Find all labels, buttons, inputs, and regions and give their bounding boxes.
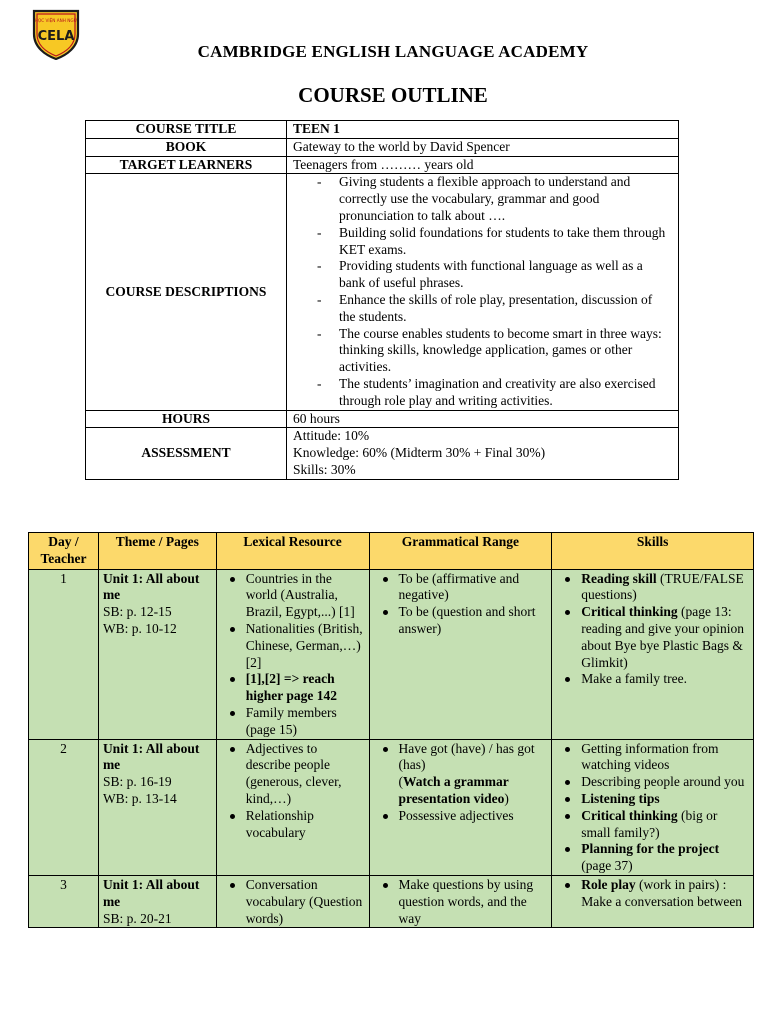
lexical-item: Countries in the world (Australia, Brazil, Egypt,...) [1] xyxy=(221,571,365,621)
description-item: - The course enables students to become smart in three ways: thinking skills, knowledge application, games or other activities. xyxy=(293,326,672,376)
header-skills: Skills xyxy=(552,533,754,570)
skill-item xyxy=(556,774,749,791)
description-item: - Enhance the skills of role play, presentation, discussion of the students. xyxy=(293,292,672,326)
info-row-learners xyxy=(86,156,679,174)
grammar-item: To be (question and short answer) xyxy=(374,604,548,638)
lexical-item: Nationalities (British, Chinese, German,…) [2] xyxy=(221,621,365,671)
skill-item xyxy=(556,791,749,808)
hours-label: HOURS xyxy=(86,410,287,428)
grammar-list xyxy=(374,571,548,638)
theme-cell xyxy=(98,739,216,875)
skill-item xyxy=(556,841,749,875)
lexical-item: Conversation vocabulary (Question words) xyxy=(221,877,365,927)
skill-item xyxy=(556,808,749,842)
grammar-list xyxy=(374,741,548,775)
schedule-header-row xyxy=(29,533,754,570)
pages-sb: SB: p. 12-15 xyxy=(102,604,172,620)
hours-value: 60 hours xyxy=(287,410,679,428)
course-title-value: TEEN 1 xyxy=(287,121,679,139)
skill-text: Make a family tree. xyxy=(581,671,687,687)
skills-cell xyxy=(552,569,754,739)
header-day: Day / Teacher xyxy=(29,533,99,570)
logo-name: CELA xyxy=(37,29,75,44)
skill-text: (page 37) xyxy=(581,858,633,874)
grammar-cell xyxy=(369,569,552,739)
theme-cell xyxy=(98,875,216,927)
schedule-row xyxy=(29,739,754,875)
skills-list xyxy=(556,877,749,911)
book-value: Gateway to the world by David Spencer xyxy=(287,138,679,156)
unit-title: Unit 1: All about me xyxy=(102,740,200,773)
unit-title: Unit 1: All about me xyxy=(102,570,200,603)
grammar-cell xyxy=(369,875,552,927)
assessment-label: ASSESSMENT xyxy=(86,428,287,479)
assessment-cell xyxy=(287,428,679,479)
schedule-table xyxy=(28,532,754,928)
info-row-assessment xyxy=(86,428,679,479)
assessment-knowledge: Knowledge: 60% (Midterm 30% + Final 30%) xyxy=(293,445,546,461)
skills-list xyxy=(556,571,749,689)
description-item: - The students’ imagination and creativity are also exercised through role play and writing activities. xyxy=(293,376,672,410)
skill-bold: Critical thinking xyxy=(581,807,678,823)
assessment-attitude: Attitude: 10% xyxy=(293,428,370,444)
skills-list xyxy=(556,741,749,875)
pages-sb: SB: p. 16-19 xyxy=(102,774,172,790)
skill-bold: Planning for the project xyxy=(581,841,720,857)
grammar-item: Make questions by using question words, and the way xyxy=(374,877,548,927)
lexical-cell xyxy=(216,739,369,875)
info-row-book xyxy=(86,138,679,156)
assessment-skills: Skills: 30% xyxy=(293,461,356,477)
info-row-title xyxy=(86,121,679,139)
description-item: - Providing students with functional language as well as a bank of useful phrases. xyxy=(293,258,672,292)
skill-bold: Reading skill xyxy=(581,570,657,586)
lexical-item: [1],[2] => reach higher page 142 xyxy=(221,671,365,705)
skill-text: (TRUE/FALSE questions) xyxy=(581,570,744,603)
day-number: 1 xyxy=(29,569,99,739)
pages-sb: SB: p. 20-21 xyxy=(102,910,172,926)
skill-text: (work in pairs) : Make a conversation between xyxy=(581,876,743,909)
lexical-item: Family members (page 15) xyxy=(221,705,365,739)
skills-cell xyxy=(552,739,754,875)
day-number: 2 xyxy=(29,739,99,875)
grammar-note-bold: Watch a grammar presentation video xyxy=(398,774,509,806)
skill-bold: Role play xyxy=(581,876,636,892)
skill-text: (page 13: reading and give your opinion about Bye bye Plastic Bags & Glimkit) xyxy=(581,604,744,670)
skill-item xyxy=(556,741,749,775)
logo-tagline: HỌC VIỆN ANH NGỮ xyxy=(34,18,78,23)
header-grammar: Grammatical Range xyxy=(369,533,552,570)
learners-value: Teenagers from ……… years old xyxy=(287,156,679,174)
lexical-list xyxy=(221,877,365,927)
grammar-list xyxy=(374,808,548,825)
skill-item xyxy=(556,671,749,688)
academy-name: CAMBRIDGE ENGLISH LANGUAGE ACADEMY xyxy=(197,42,589,61)
schedule-row xyxy=(29,569,754,739)
day-number: 3 xyxy=(29,875,99,927)
grammar-note xyxy=(374,774,548,808)
skill-text: Getting information from watching videos xyxy=(581,740,719,773)
course-info-table xyxy=(85,120,679,480)
header-lexical: Lexical Resource xyxy=(216,533,369,570)
book-label: BOOK xyxy=(86,138,287,156)
skill-bold: Listening tips xyxy=(581,790,660,806)
header-theme: Theme / Pages xyxy=(98,533,216,570)
grammar-list xyxy=(374,877,548,927)
unit-title: Unit 1: All about me xyxy=(102,876,200,909)
info-row-descriptions xyxy=(86,174,679,410)
pages-wb: WB: p. 13-14 xyxy=(102,790,177,806)
skill-item xyxy=(556,571,749,605)
skill-item xyxy=(556,604,749,671)
theme-cell xyxy=(98,569,216,739)
description-item: - Building solid foundations for students to take them through KET exams. xyxy=(293,225,672,259)
grammar-note-close: ) xyxy=(504,790,509,806)
lexical-list xyxy=(221,741,365,842)
grammar-cell xyxy=(369,739,552,875)
skill-text: (big or small family?) xyxy=(581,807,718,840)
descriptions-cell xyxy=(287,174,679,410)
lexical-item: Adjectives to describe people (generous, clever, kind,…) xyxy=(221,741,365,808)
skill-text: Describing people around you xyxy=(581,774,745,790)
pages-wb: WB: p. 10-12 xyxy=(102,620,177,636)
page-title: COURSE OUTLINE xyxy=(298,83,488,107)
grammar-item: Have got (have) / has got (has) xyxy=(374,741,548,775)
skills-cell xyxy=(552,875,754,927)
lexical-item: Relationship vocabulary xyxy=(221,808,365,842)
lexical-cell xyxy=(216,569,369,739)
descriptions-list xyxy=(293,174,672,409)
description-item: - Giving students a flexible approach to understand and correctly use the vocabulary, grammar and good pronunciation to talk about …. xyxy=(293,174,672,224)
grammar-note-open: ( xyxy=(398,774,404,790)
grammar-item: To be (affirmative and negative) xyxy=(374,571,548,605)
descriptions-label: COURSE DESCRIPTIONS xyxy=(86,174,287,410)
info-row-hours xyxy=(86,410,679,428)
grammar-item: Possessive adjectives xyxy=(374,808,548,825)
schedule-row xyxy=(29,875,754,927)
lexical-cell xyxy=(216,875,369,927)
course-title-label: COURSE TITLE xyxy=(86,121,287,139)
skill-item xyxy=(556,877,749,911)
skill-bold: Critical thinking xyxy=(581,604,678,620)
learners-label: TARGET LEARNERS xyxy=(86,156,287,174)
lexical-list xyxy=(221,571,365,739)
